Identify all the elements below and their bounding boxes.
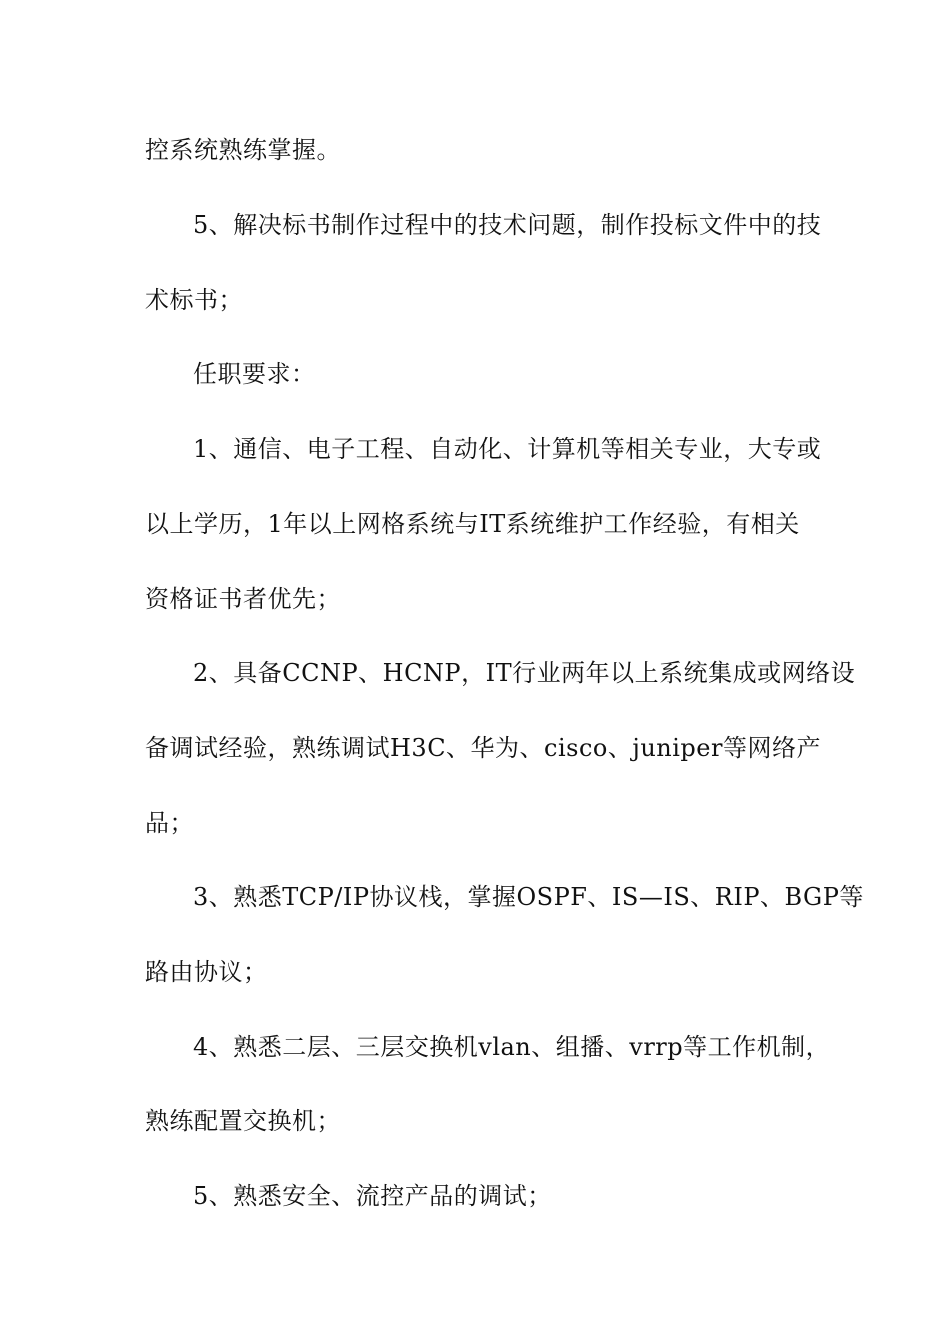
paragraph-line: 资格证书者优先； — [145, 585, 341, 613]
paragraph-line: 以上学历，1年以上网格系统与IT系统维护工作经验，有相关 — [145, 510, 800, 538]
paragraph-line: 控系统熟练掌握。 — [145, 136, 341, 164]
paragraph-line: 熟练配置交换机； — [145, 1107, 341, 1135]
paragraph-line: 品； — [145, 809, 194, 837]
paragraph-line: 3、熟悉TCP/IP协议栈，掌握OSPF、IS—IS、RIP、BGP等 — [193, 883, 864, 911]
paragraph-line: 2、具备CCNP、HCNP，IT行业两年以上系统集成或网络设 — [193, 659, 856, 687]
section-heading: 任职要求： — [193, 360, 316, 388]
paragraph-line: 1、通信、电子工程、自动化、计算机等相关专业，大专或 — [193, 435, 822, 463]
paragraph-line: 备调试经验，熟练调试H3C、华为、cisco、juniper等网络产 — [145, 734, 821, 762]
paragraph-line: 5、熟悉安全、流控产品的调试； — [193, 1182, 552, 1210]
paragraph-line: 路由协议； — [145, 958, 268, 986]
paragraph-line: 术标书； — [145, 286, 243, 314]
paragraph-line: 5、解决标书制作过程中的技术问题，制作投标文件中的技 — [193, 211, 822, 239]
paragraph-line: 4、熟悉二层、三层交换机vlan、组播、vrrp等工作机制， — [193, 1033, 831, 1061]
